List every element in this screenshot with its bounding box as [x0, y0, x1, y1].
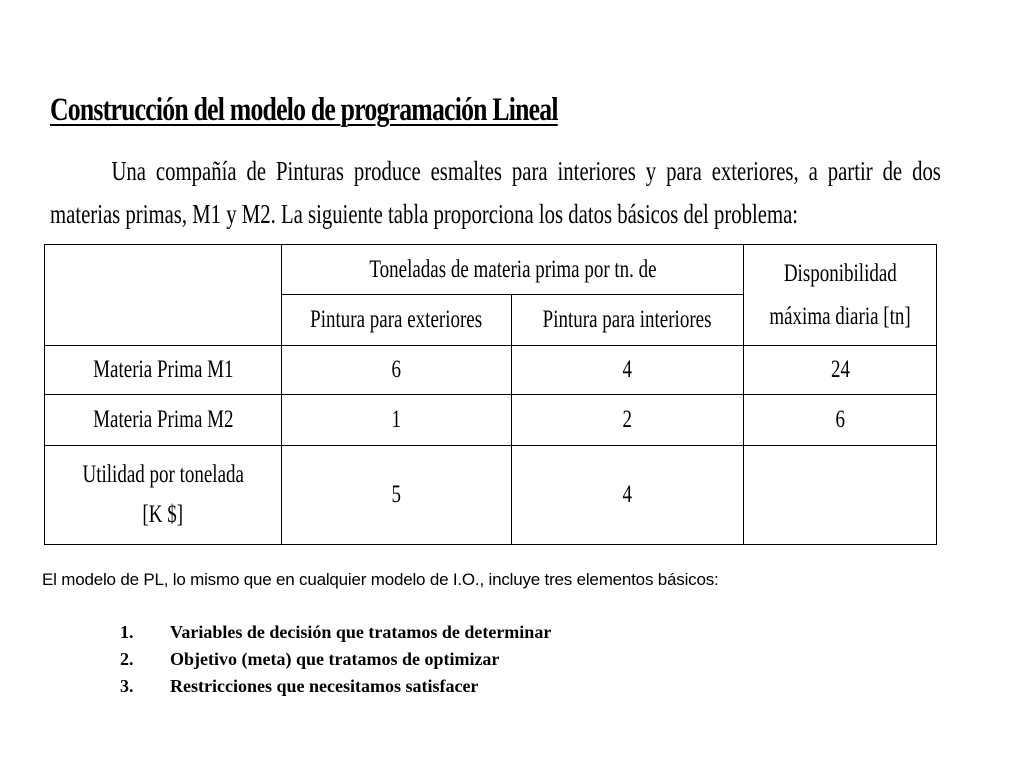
row-label-cell	[45, 446, 282, 545]
list-item	[120, 622, 551, 649]
exteriores-value-cell	[282, 395, 512, 446]
exteriores-value-cell	[282, 346, 512, 395]
row-label: Materia Prima M2	[92, 406, 234, 433]
group-header: Toneladas de materia prima por tn. de	[368, 255, 657, 283]
interiores-value-cell	[512, 395, 744, 446]
exteriores-header-cell	[282, 295, 512, 346]
interiores-header: Pintura para interiores	[543, 306, 712, 333]
list-number: 2.	[120, 649, 134, 669]
disponibilidad-header-line1: Disponibilidad	[783, 260, 897, 287]
intro-text: Una compañía de Pinturas produce esmaltes para interiores y para exteriores, a partir de dos materias primas, M1 y M2. La siguiente tabla proporciona los datos básicos del problema:	[50, 156, 941, 229]
interiores-value: 2	[622, 406, 633, 433]
interiores-header-cell	[512, 295, 744, 346]
exteriores-value-cell	[282, 446, 512, 545]
group-header-cell	[282, 245, 744, 295]
row-label-line2: [K $]	[142, 501, 184, 528]
exteriores-value: 6	[391, 356, 402, 383]
list-text: Variables de decisión que tratamos de determinar	[170, 622, 552, 642]
disponibilidad-value: 6	[835, 406, 845, 433]
row-label-line1: Utilidad por tonelada	[82, 461, 244, 488]
list-item	[120, 676, 551, 703]
interiores-value-cell	[512, 446, 744, 545]
list-number: 1.	[120, 622, 134, 642]
row-label: Materia Prima M1	[92, 356, 234, 383]
intro-paragraph	[50, 150, 941, 236]
table-header-row	[45, 245, 937, 295]
list-number: 3.	[120, 676, 134, 696]
list-item	[120, 649, 551, 676]
disponibilidad-value-cell	[744, 446, 937, 545]
lead-sentence: El modelo de PL, lo mismo que en cualquier modelo de I.O., incluye tres elementos básicos:	[42, 570, 719, 589]
disponibilidad-value: 24	[830, 356, 850, 383]
interiores-value: 4	[622, 356, 633, 383]
list-text: Objetivo (meta) que tratamos de optimizar	[170, 649, 500, 669]
elements-list	[120, 622, 551, 703]
page-title: Construcción del modelo de programación Lineal	[50, 92, 558, 128]
list-text: Restricciones que necesitamos satisfacer	[170, 676, 479, 696]
empty-corner-cell	[45, 245, 282, 346]
interiores-value-cell	[512, 346, 744, 395]
disponibilidad-value-cell	[744, 346, 937, 395]
disponibilidad-header-line2: máxima diaria [tn]	[769, 303, 911, 330]
exteriores-value: 5	[391, 481, 402, 508]
row-label-cell	[45, 346, 282, 395]
interiores-value: 4	[622, 481, 633, 508]
exteriores-header: Pintura para exteriores	[310, 306, 483, 333]
disponibilidad-header-cell	[744, 245, 937, 346]
disponibilidad-value-cell	[744, 395, 937, 446]
table-row	[45, 446, 937, 545]
data-table	[44, 244, 937, 545]
table-row	[45, 346, 937, 395]
table-row	[45, 395, 937, 446]
row-label-cell	[45, 395, 282, 446]
exteriores-value: 1	[391, 406, 402, 433]
